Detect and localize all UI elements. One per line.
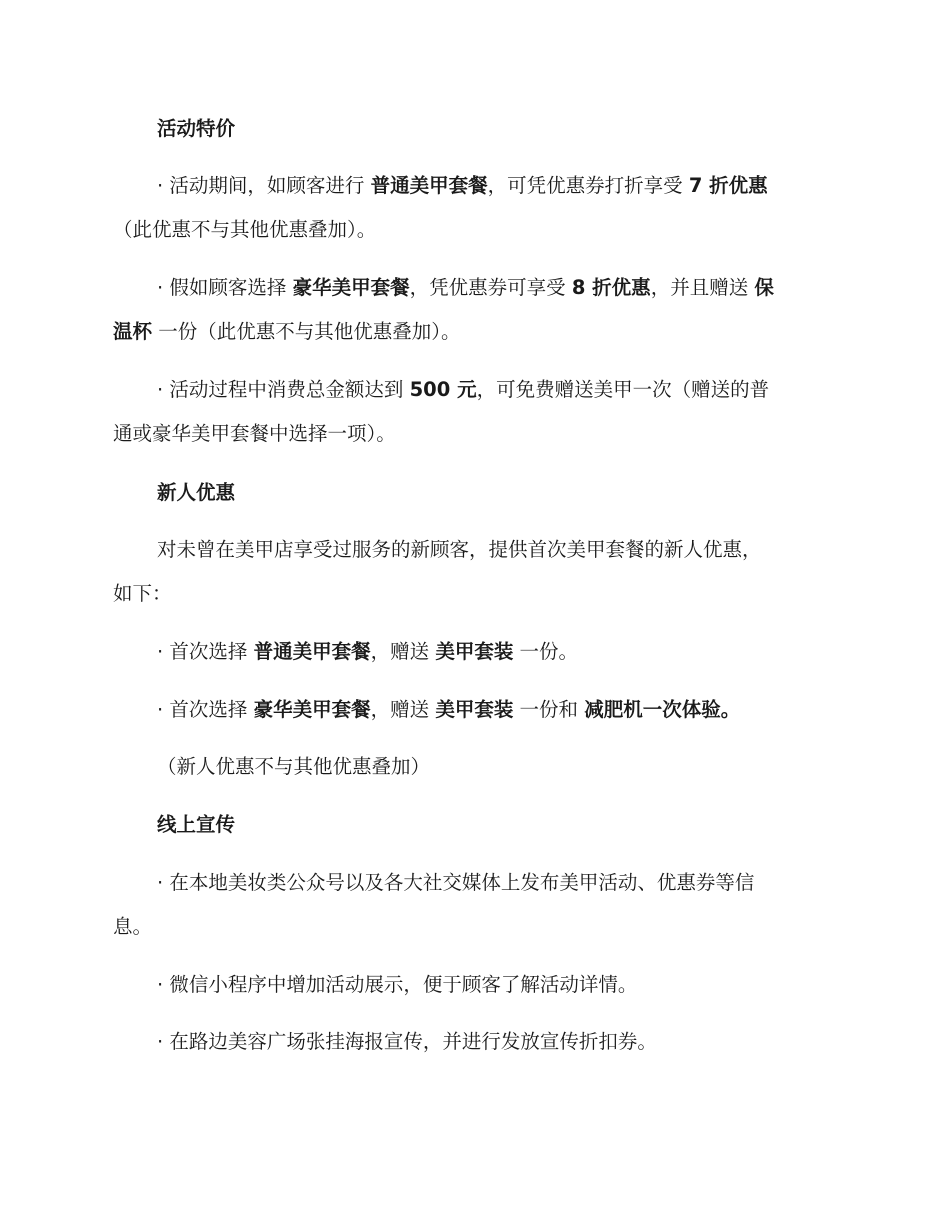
newcomer-note: （新人优惠不与其他优惠叠加） [157,755,431,778]
text: 一份。 [513,640,579,663]
section-heading-newcomer: 新人优惠 [157,481,236,504]
online-item-1-line-1: · 在本地美妆类公众号以及各大社交媒体上发布美甲活动、优惠券等信 [157,871,755,894]
text: ，赠送 [370,640,436,663]
text: 一份（此优惠不与其他优惠叠加）。 [152,320,461,343]
promo-item-3-line-1 [113,368,831,412]
text: 一份和 [513,698,585,721]
text: · 活动期间，如顾客进行 [157,174,371,197]
newcomer-item-2 [113,688,831,732]
bold-text: 普通美甲套餐 [253,640,371,663]
bold-text: 500 元 [409,378,477,401]
bold-text: 豪华美甲套餐 [292,276,410,299]
bold-text: 7 折优惠 [688,174,768,197]
newcomer-item-1 [113,630,831,674]
section-heading-promo: 活动特价 [157,117,236,140]
online-item-2: · 微信小程序中增加活动展示，便于顾客了解活动详情。 [157,973,638,996]
text: ，并且赠送 [650,276,755,299]
section-heading-online: 线上宣传 [157,813,236,836]
bold-text: 温杯 [113,320,153,343]
bold-text: 美甲套装 [435,698,514,721]
text: ，赠送 [370,698,436,721]
text: · 假如顾客选择 [157,276,293,299]
newcomer-intro-line-2: 如下： [113,582,172,605]
bold-text: 豪华美甲套餐 [253,698,371,721]
bold-text: 减肥机一次体验。 [584,698,741,721]
text: · 首次选择 [157,698,254,721]
promo-item-1-line-1 [113,164,831,208]
online-item-1-line-2: 息。 [113,915,153,938]
online-item-3: · 在路边美容广场张挂海报宣传，并进行发放宣传折扣券。 [157,1030,657,1053]
newcomer-intro-line-1: 对未曾在美甲店享受过服务的新顾客，提供首次美甲套餐的新人优惠， [157,538,762,561]
text: ，可免费赠送美甲一次（赠送的普 [476,378,770,401]
promo-item-3-line-2: 通或豪华美甲套餐中选择一项）。 [113,422,396,445]
bold-text: 美甲套装 [435,640,514,663]
bold-text: 普通美甲套餐 [370,174,488,197]
text: · 首次选择 [157,640,254,663]
promo-item-2-line-1 [113,266,831,310]
text: ，凭优惠券可享受 [409,276,572,299]
text: · 活动过程中消费总金额达到 [157,378,410,401]
text: ，可凭优惠券打折享受 [487,174,689,197]
promo-item-1-line-2: （此优惠不与其他优惠叠加）。 [113,218,377,241]
promo-item-2-line-2 [113,310,831,354]
bold-text: 8 折优惠 [571,276,651,299]
bold-text: 保 [754,276,774,299]
